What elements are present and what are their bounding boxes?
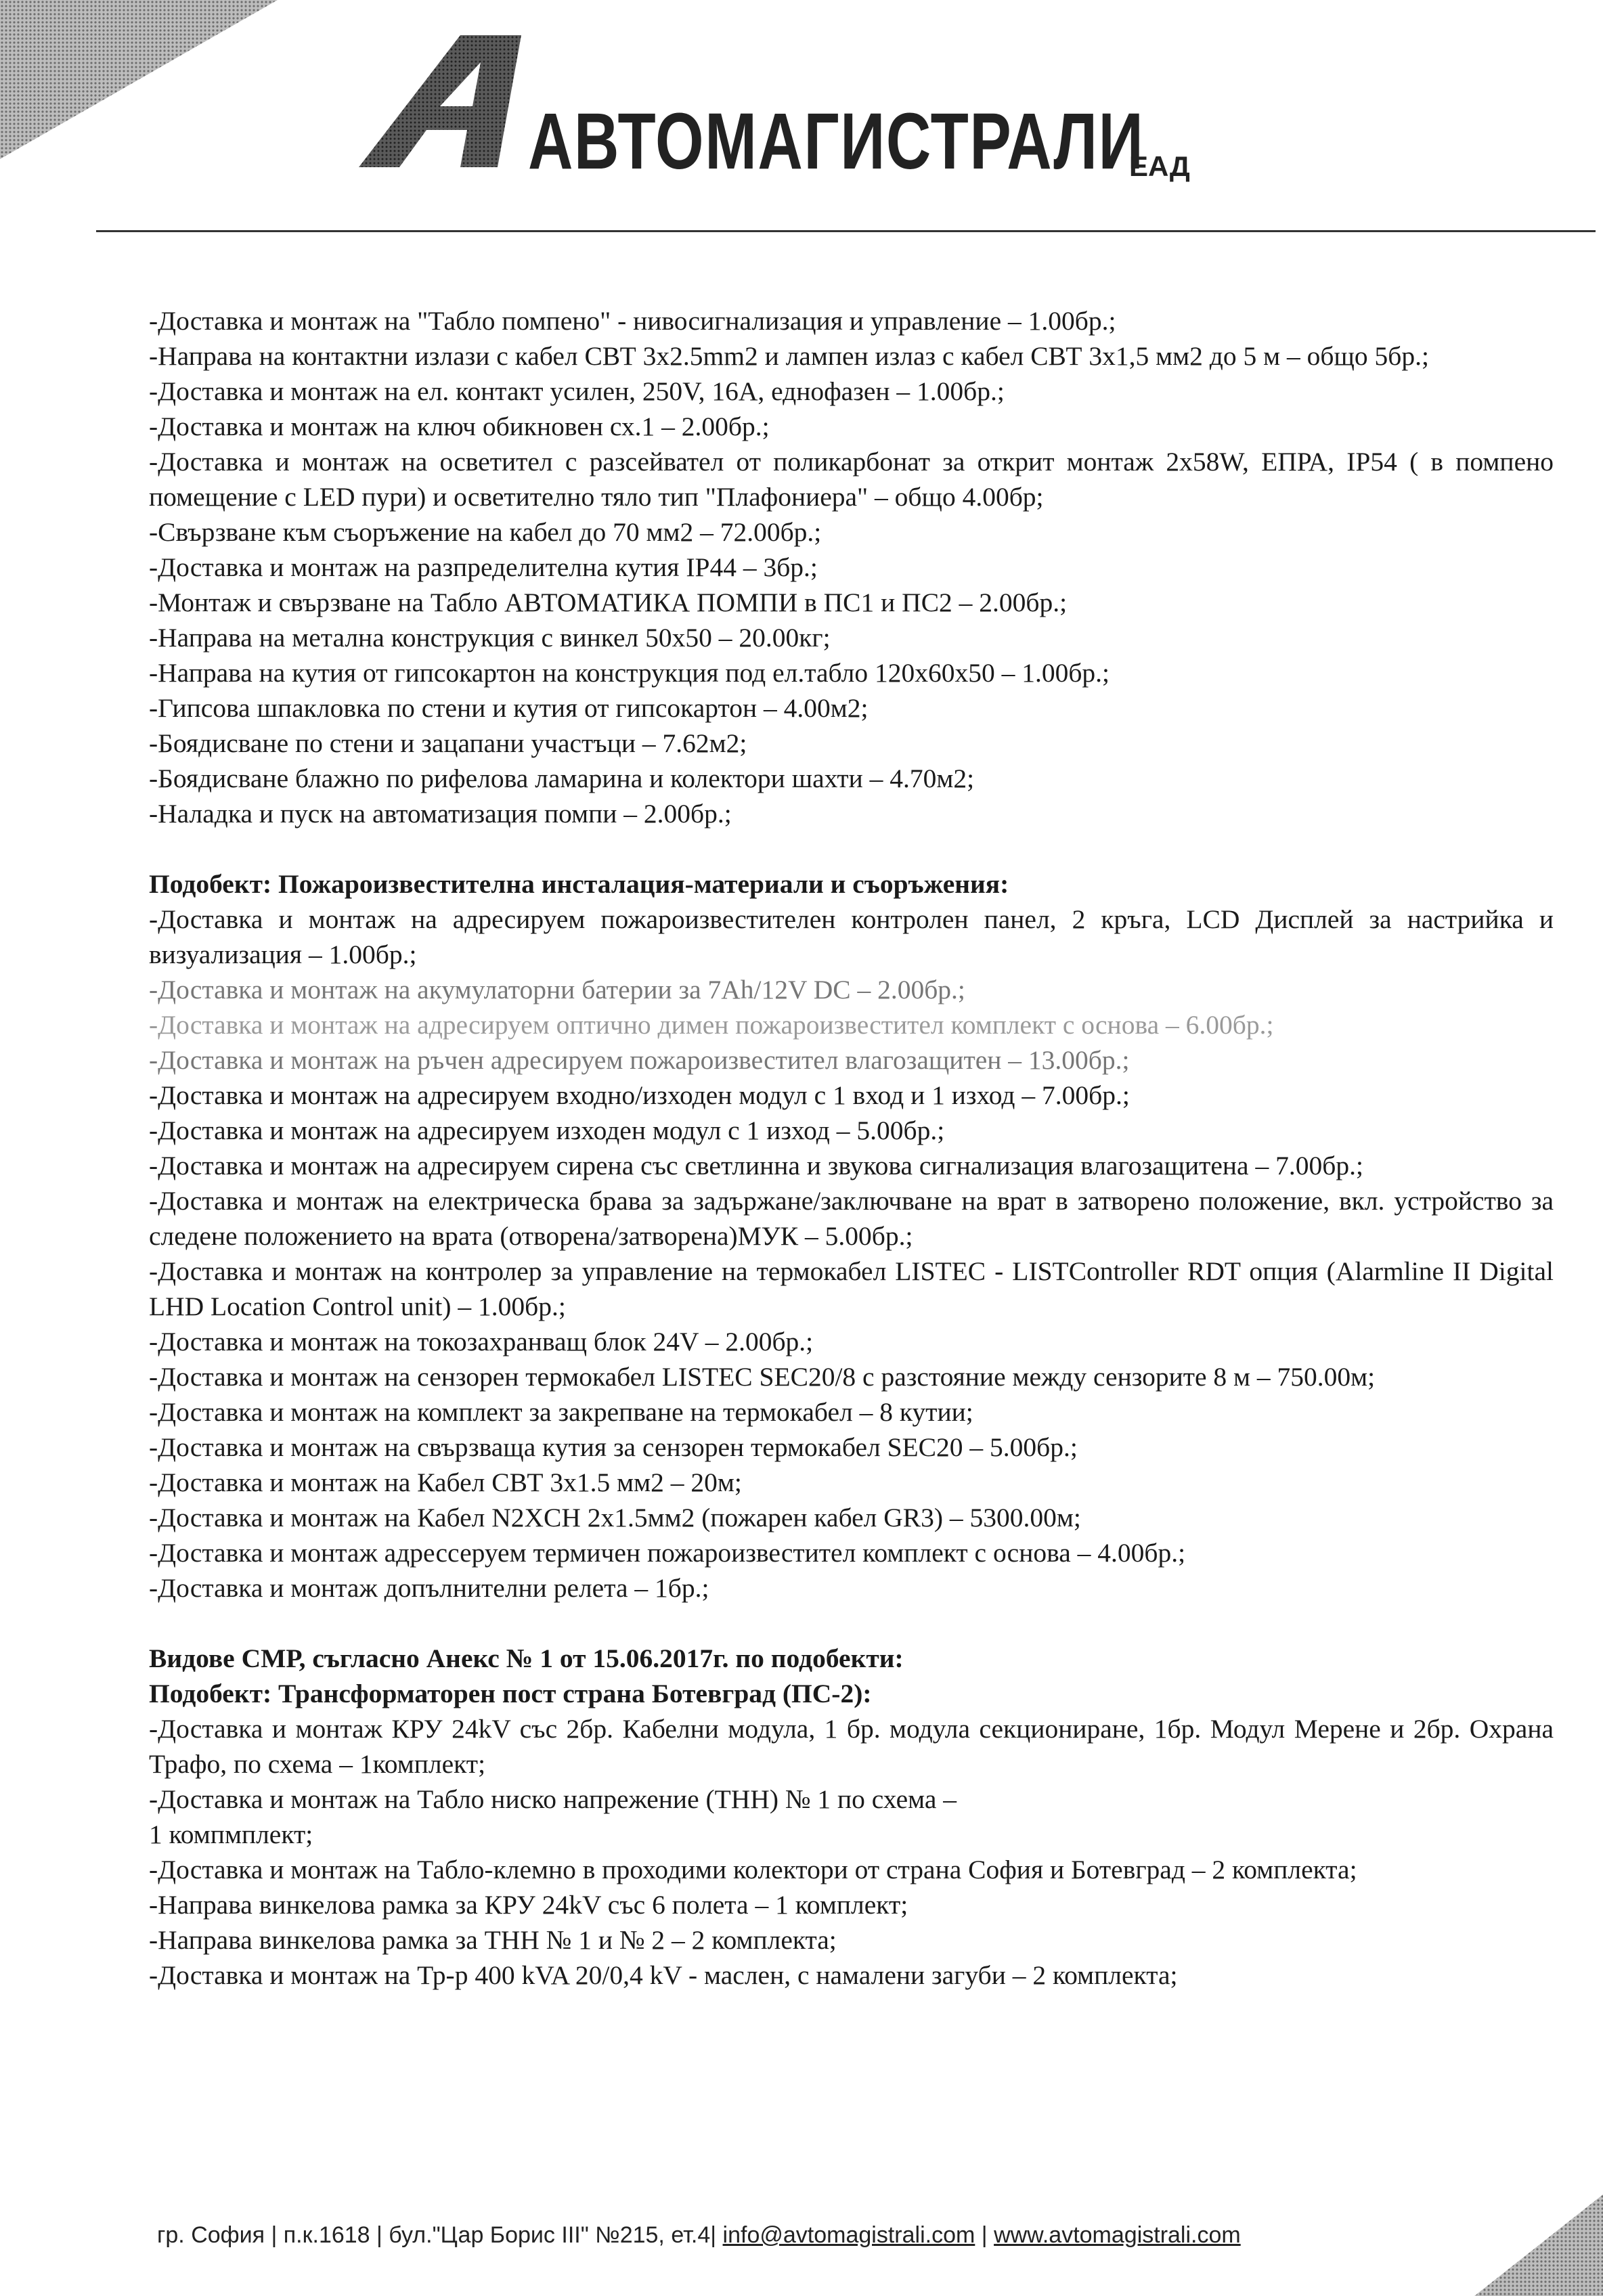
list-item: -Доставка и монтаж на Табло ниско напрежение (ТНН) № 1 по схема – <box>149 1784 957 1814</box>
list-item: -Доставка и монтаж на адресируем изходен модул с 1 изход – 5.00бр.; <box>149 1116 945 1145</box>
section-annex <box>149 1641 1554 1993</box>
list-item: -Доставка и монтаж на ел. контакт усилен, 250V, 16А, еднофазен – 1.00бр.; <box>149 376 1005 406</box>
list-item: -Направа на контактни излази с кабел СВТ 3х2.5mm2 и лампен излаз с кабел СВТ 3х1,5 мм2 до 5 м – общо 5бр.; <box>149 341 1429 371</box>
footer-separator: | <box>981 2222 988 2248</box>
list-item: -Наладка и пуск на автоматизация помпи – 2.00бр.; <box>149 799 732 829</box>
section-pump-items <box>149 303 1554 831</box>
list-item: -Доставка и монтаж на адресируем входно/изходен модул с 1 вход и 1 изход – 7.00бр.; <box>149 1080 1130 1110</box>
footer-corner-graphic <box>1474 2194 1603 2296</box>
list-item: -Доставка и монтаж на ключ обикновен сх.1 – 2.00бр.; <box>149 412 770 441</box>
list-item: -Доставка и монтаж на контролер за управление на термокабел LISTEC - LISTController RDT опция (Alarmline II Digital LHD Location Control unit) – 1.00бр.; <box>149 1256 1554 1321</box>
list-item: -Доставка и монтаж на токозахранващ блок 24V – 2.00бр.; <box>149 1327 814 1356</box>
list-item: -Направа винкелова рамка за КРУ 24kV със 6 полета – 1 комплект; <box>149 1890 908 1920</box>
list-item: -Боядисване блажно по рифелова ламарина и колектори шахти – 4.70м2; <box>149 764 975 793</box>
company-logo <box>352 35 528 171</box>
footer-address: гр. София | п.к.1618 | бул."Цар Борис III" №215, ет.4| <box>157 2222 717 2248</box>
brand-name: АВТОМАГИСТРАЛИ <box>528 97 1145 186</box>
page-footer <box>157 2222 1241 2249</box>
list-item: -Доставка и монтаж КРУ 24kV със 2бр. Кабелни модула, 1 бр. модула секциониране, 1бр. Модул Мерене и 2бр. Охрана Трафо, по схема – 1комплект; <box>149 1714 1554 1779</box>
section-heading: Подобект: Пожароизвестителна инсталация-материали и съоръжения: <box>149 869 1009 899</box>
list-item: -Свързване към съоръжение на кабел до 70 мм2 – 72.00бр.; <box>149 517 822 547</box>
list-item: -Доставка и монтаж на сензорен термокабел LISTEC SEC20/8 с разстояние между сензорите 8 м – 750.00м; <box>149 1362 1376 1392</box>
brand-suffix: ЕАД <box>1129 150 1190 182</box>
footer-website-link[interactable]: www.avtomagistrali.com <box>994 2222 1241 2248</box>
list-item: -Доставка и монтаж на осветител с разсейвател от поликарбонат за открит монтаж 2х58W, ЕПРА, IP54 ( в помпено помещение с LED пури) и осветително тяло тип "Плафониера" – общо 4.00бр; <box>149 447 1554 512</box>
list-item: -Монтаж и свързване на Табло АВТОМАТИКА ПОМПИ в ПС1 и ПС2 – 2.00бр.; <box>149 588 1068 617</box>
spacer <box>149 1606 1554 1641</box>
list-item: -Доставка и монтаж на ръчен адресируем пожароизвестител влагозащитен – 13.00бр.; <box>149 1045 1130 1075</box>
list-item: -Направа винкелова рамка за ТНН № 1 и № 2 – 2 комплекта; <box>149 1925 837 1955</box>
header-divider <box>96 230 1596 232</box>
list-item: -Доставка и монтаж на адресируем сирена със светлинна и звукова сигнализация влагозащитена – 7.00бр.; <box>149 1151 1363 1180</box>
list-item: -Доставка и монтаж допълнителни релета – 1бр.; <box>149 1573 709 1603</box>
header-corner-graphic <box>0 0 284 162</box>
list-item: -Направа на кутия от гипсокартон на конструкция под ел.табло 120х60х50 – 1.00бр.; <box>149 658 1110 688</box>
list-item: -Доставка и монтаж на адресируем пожароизвестителен контролен панел, 2 кръга, LCD Дисплей за настрийка и визуализация – 1.00бр.; <box>149 904 1554 969</box>
list-item: -Доставка и монтаж на акумулаторни батерии за 7Аh/12V DC – 2.00бр.; <box>149 975 965 1005</box>
footer-email-link[interactable]: info@avtomagistrali.com <box>722 2222 975 2248</box>
list-item: -Доставка и монтаж на свързваща кутия за сензорен термокабел SEC20 – 5.00бр.; <box>149 1432 1078 1462</box>
subsection-heading: Подобект: Трансформаторен пост страна Ботевград (ПС-2): <box>149 1679 872 1708</box>
section-fire-alarm <box>149 866 1554 1606</box>
list-item: -Доставка и монтаж на комплект за закрепване на термокабел – 8 кутии; <box>149 1397 973 1427</box>
spacer <box>149 831 1554 866</box>
document-body <box>149 303 1554 1993</box>
list-item: -Доставка и монтаж на Кабел N2XCH 2х1.5мм2 (пожарен кабел GR3) – 5300.00м; <box>149 1503 1081 1532</box>
section-heading: Видове СМР, съгласно Анекс № 1 от 15.06.2017г. по подобекти: <box>149 1643 904 1673</box>
list-item: -Доставка и монтаж адрессеруем термичен пожароизвестител комплект с основа – 4.00бр.; <box>149 1538 1186 1568</box>
list-item: -Направа на метална конструкция с винкел 50х50 – 20.00кг; <box>149 623 831 653</box>
list-item: 1 компмплект; <box>149 1819 313 1849</box>
list-item: -Доставка и монтаж на "Табло помпено" - нивосигнализация и управление – 1.00бр.; <box>149 306 1116 336</box>
list-item: -Доставка и монтаж на Кабел СВТ 3х1.5 мм2 – 20м; <box>149 1467 742 1497</box>
list-item: -Доставка и монтаж на Табло-клемно в проходими колектори от страна София и Ботевград – 2 комплекта; <box>149 1855 1357 1884</box>
list-item: -Гипсова шпакловка по стени и кутия от гипсокартон – 4.00м2; <box>149 693 869 723</box>
list-item: -Доставка и монтаж на разпределителна кутия IP44 – 3бр.; <box>149 552 818 582</box>
list-item: -Доставка и монтаж на електрическа брава за задържане/заключване на врат в затворено положение, вкл. устройство за следене положението на врата (отворена/затворена)МУК – 5.00бр.; <box>149 1186 1554 1251</box>
list-item: -Доставка и монтаж на Тр-р 400 kVA 20/0,4 kV - маслен, с намалени загуби – 2 комплекта; <box>149 1960 1178 1990</box>
list-item: -Боядисване по стени и зацапани участъци – 7.62м2; <box>149 728 747 758</box>
list-item: -Доставка и монтаж на адресируем оптично димен пожароизвестител комплект с основа – 6.00бр.; <box>149 1010 1274 1040</box>
